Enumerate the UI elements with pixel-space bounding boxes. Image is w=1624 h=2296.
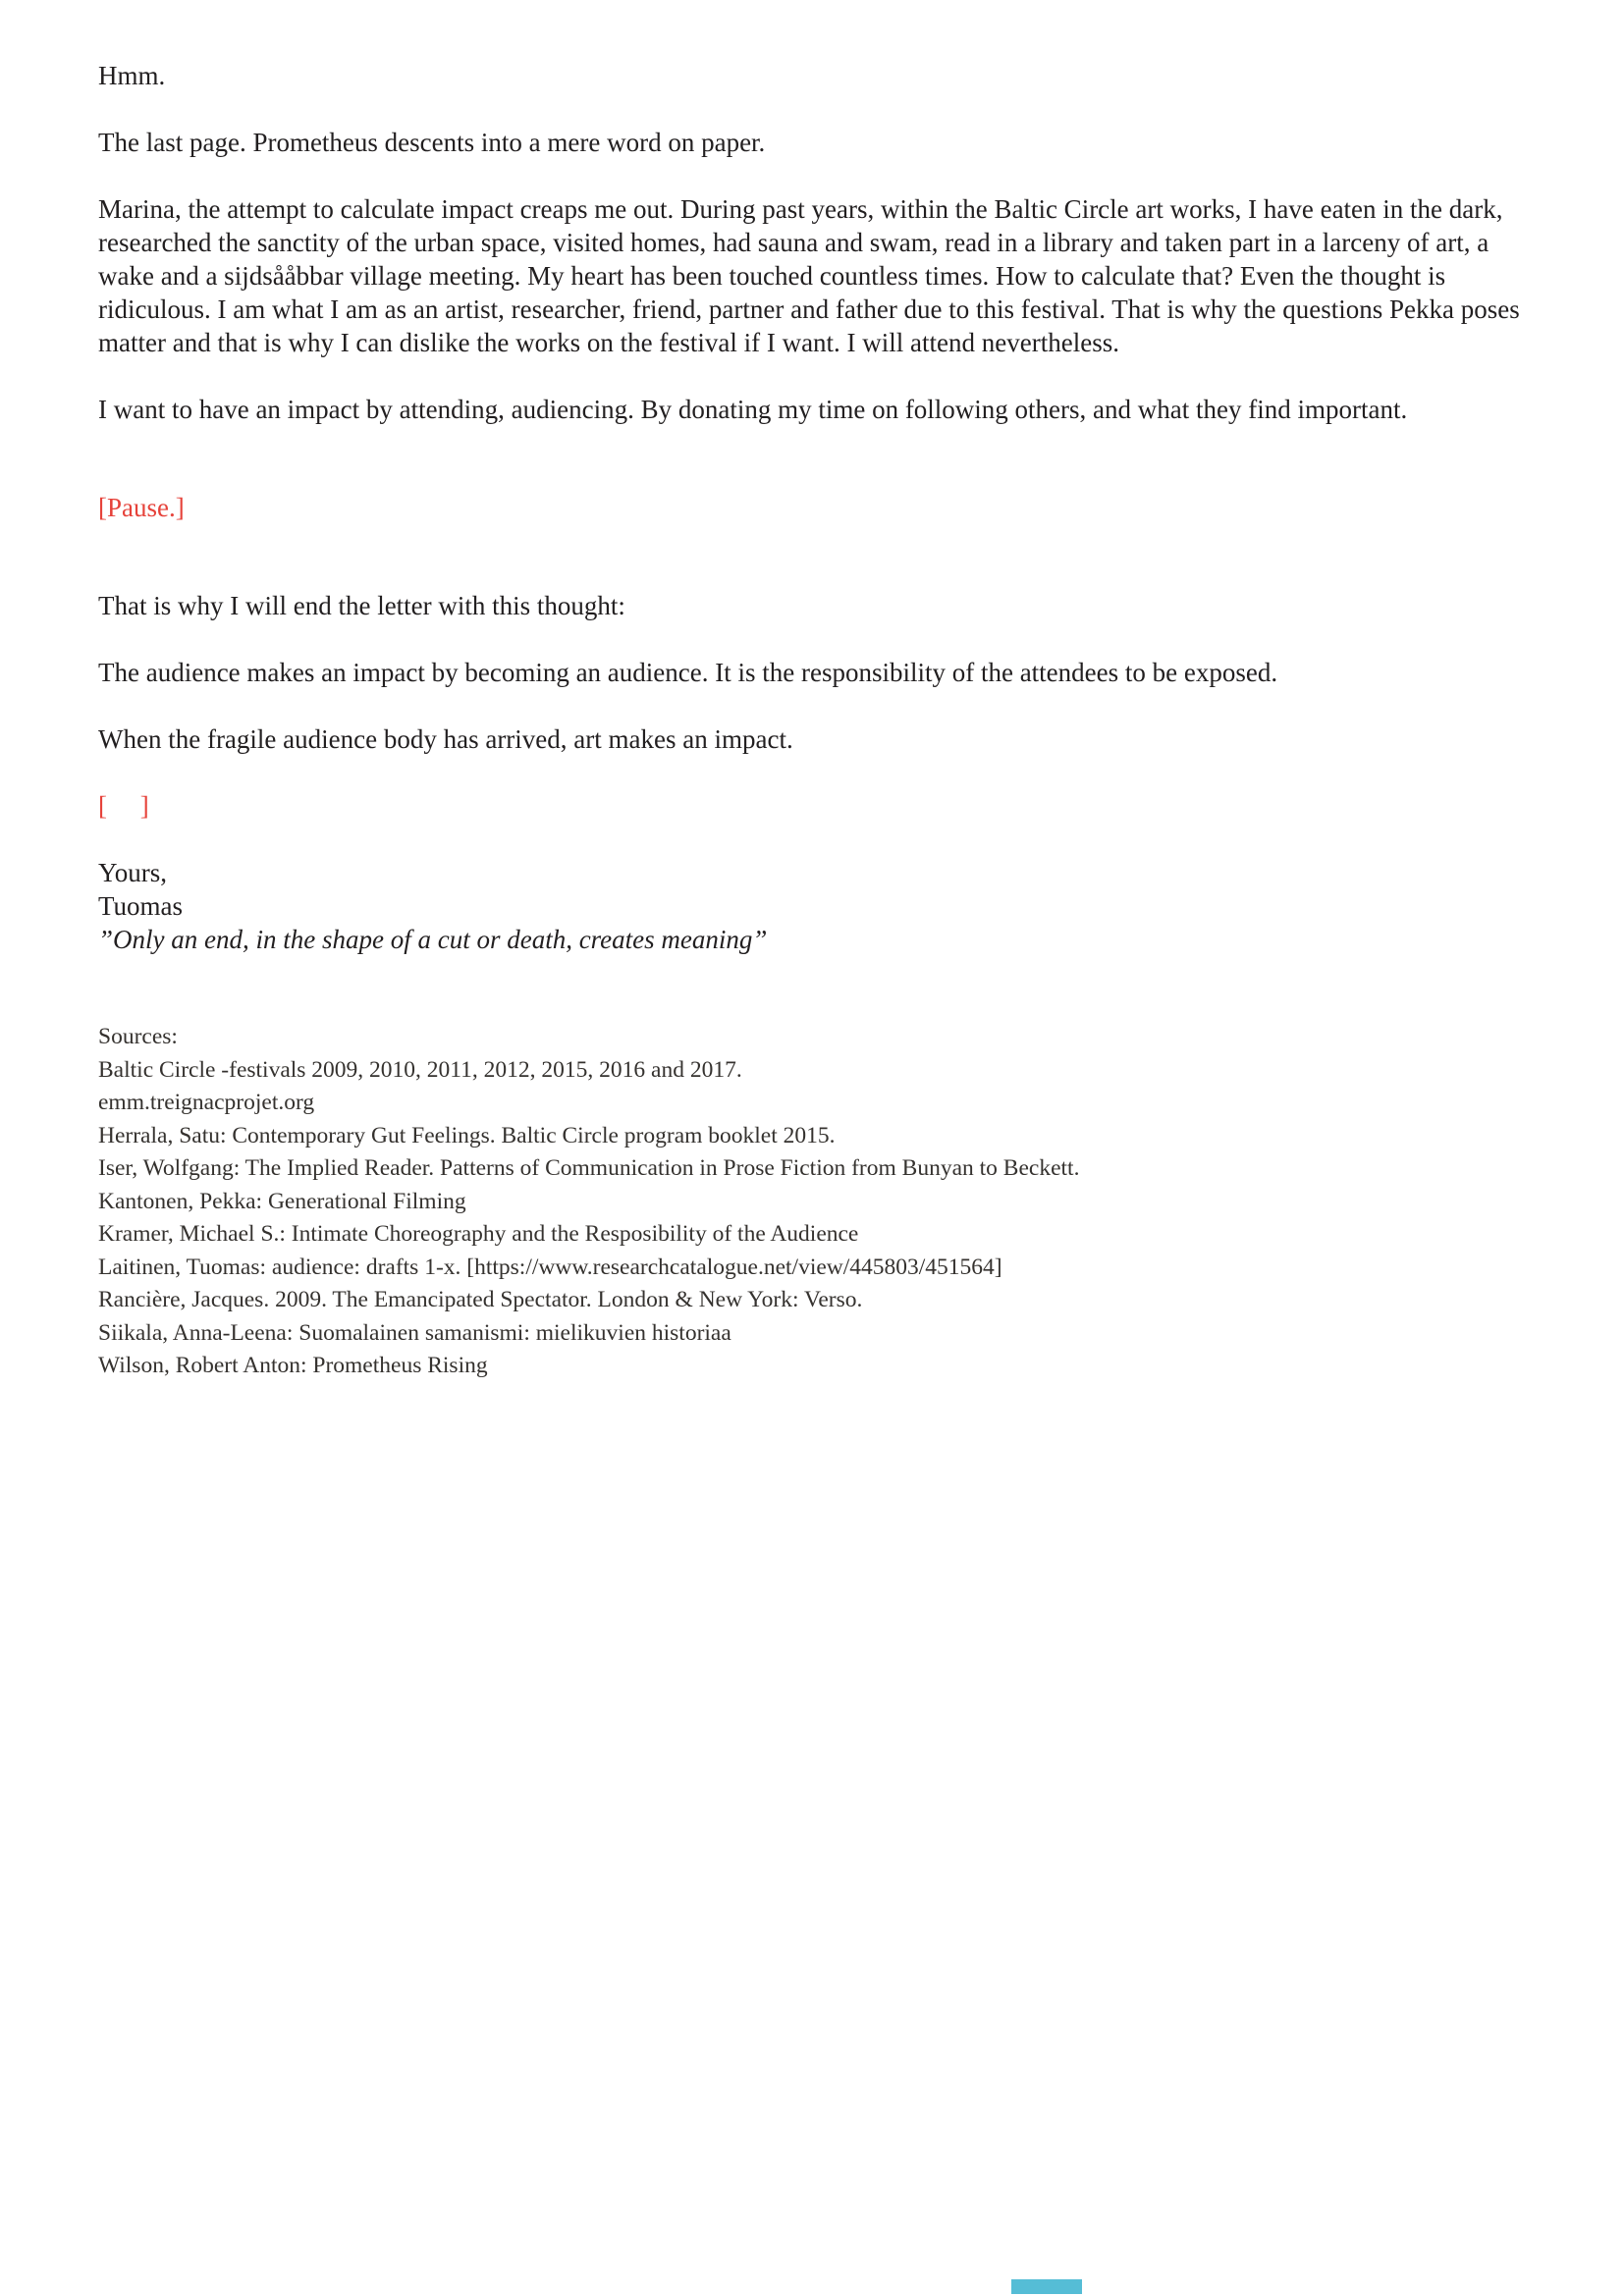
empty-brackets-marker: [ ] [98,791,149,821]
closing-name: Tuomas [98,891,184,921]
paragraph-audience-impact: The audience makes an impact by becoming an audience. It is the responsibility of the attendees to be exposed. [98,658,1278,687]
closing-quote: ”Only an end, in the shape of a cut or death, creates meaning” [98,925,768,954]
paragraph-last-page: The last page. Prometheus descents into a mere word on paper. [98,128,766,157]
paragraph-end-letter-thought: That is why I will end the letter with this thought: [98,591,625,620]
source-item: Wilson, Robert Anton: Prometheus Rising [98,1353,488,1378]
paragraph-impact-by-attending: I want to have an impact by attending, audiencing. By donating my time on following others, and what they find important. [98,395,1408,424]
pause-marker: [Pause.] [98,493,185,522]
source-item: Herrala, Satu: Contemporary Gut Feelings. Baltic Circle program booklet 2015. [98,1122,836,1148]
closing-yours: Yours, [98,858,168,887]
sources-heading: Sources: [98,1024,178,1049]
sources-section [98,1021,1520,1383]
bottom-blue-bar [1011,2279,1082,2294]
source-item: emm.treignacprojet.org [98,1090,315,1115]
source-item: Kantonen, Pekka: Generational Filming [98,1188,466,1214]
source-item: Siikala, Anna-Leena: Suomalainen samanismi: mielikuvien historiaa [98,1319,731,1346]
paragraph-marina: Marina, the attempt to calculate impact creaps me out. During past years, within the Baltic Circle art works, I have eaten in the dark, researched the sanctity of the urban space, visited homes, had sauna and swam, read in a library and taken part in a larceny of art, a wake and a sijdsååbbar village meeting. My heart has been touched countless times. How to calculate that? Even the thought is ridiculous. I am what I am as an artist, researcher, friend, partner and father due to this festival. That is why the questions Pekka poses matter and that is why I can dislike the works on the festival if I want. I will attend nevertheless. [98,194,1520,357]
source-item: Rancière, Jacques. 2009. The Emancipated Spectator. London & New York: Verso. [98,1287,863,1312]
source-item: Kramer, Michael S.: Intimate Choreography and the Resposibility of the Audience [98,1221,859,1247]
source-item: Baltic Circle -festivals 2009, 2010, 2011, 2012, 2015, 2016 and 2017. [98,1056,742,1083]
letter-page [98,59,1520,1383]
paragraph-fragile-audience: When the fragile audience body has arrived, art makes an impact. [98,724,793,754]
source-item: Iser, Wolfgang: The Implied Reader. Patterns of Communication in Prose Fiction from Bunyan to Beckett. [98,1155,1080,1181]
paragraph-hmm: Hmm. [98,61,166,90]
source-item: Laitinen, Tuomas: audience: drafts 1-x. [https://www.researchcatalogue.net/view/445803/451564] [98,1254,1002,1280]
